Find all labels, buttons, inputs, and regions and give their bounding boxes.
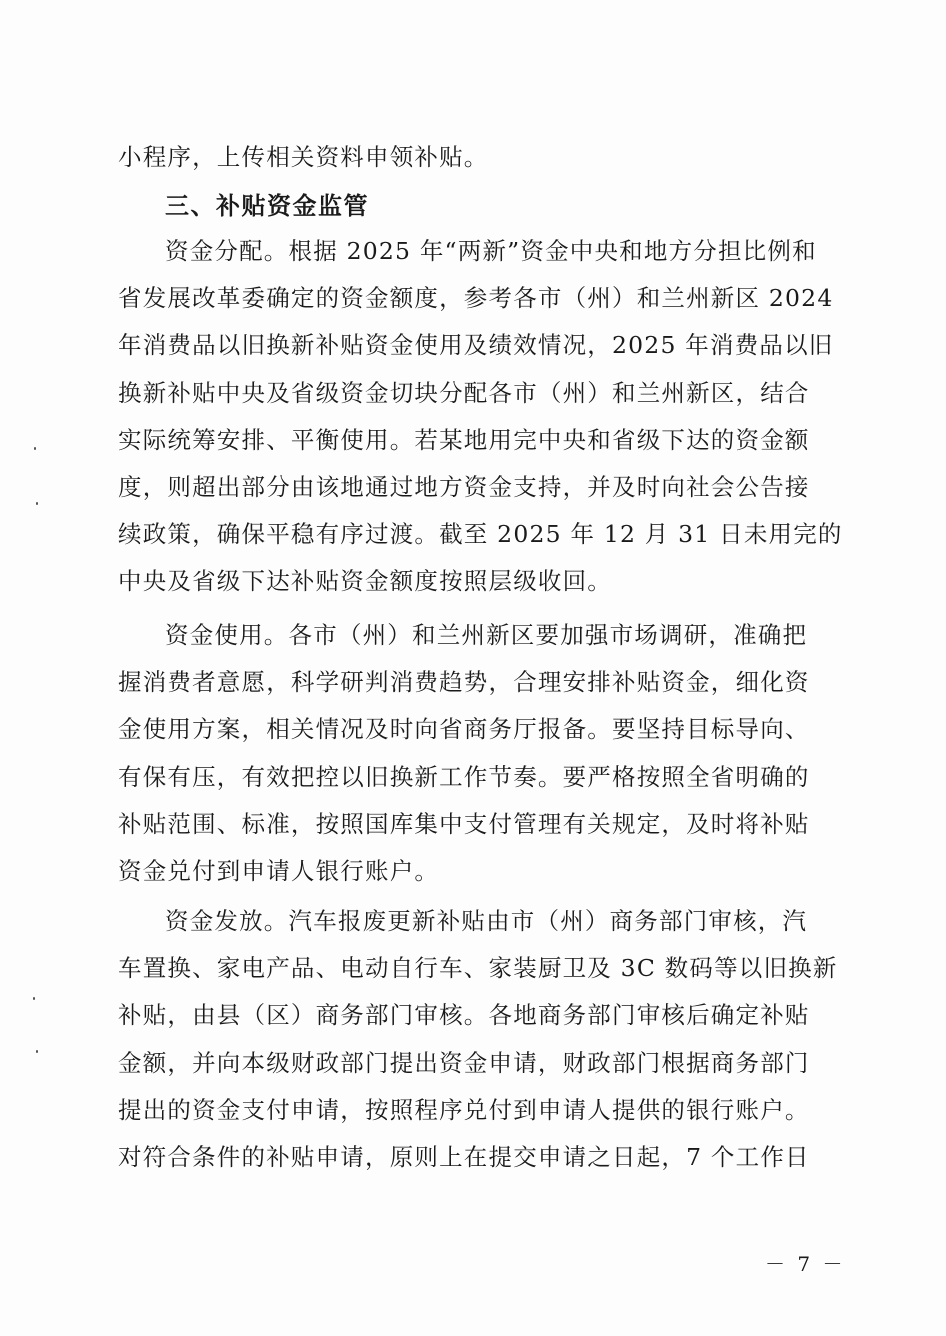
page-number: － 7 － — [765, 1252, 846, 1276]
paragraph-line: 金额，并向本级财政部门提出资金申请，财政部门根据商务部门 — [118, 1048, 810, 1077]
paragraph-line: 实际统筹安排、平衡使用。若某地用完中央和省级下达的资金额 — [118, 425, 810, 454]
paragraph-line: 资金分配。根据 2025 年“两新”资金中央和地方分担比例和 — [165, 237, 817, 265]
paragraph-line: 资金使用。各市（州）和兰州新区要加强市场调研，准确把 — [165, 621, 808, 649]
paragraph-line: 对符合条件的补贴申请，原则上在提交申请之日起，7 个工作日 — [118, 1142, 810, 1171]
paragraph-line: 补贴范围、标准，按照国库集中支付管理有关规定，及时将补贴 — [118, 809, 810, 838]
paragraph-fund-disbursement — [118, 898, 838, 1181]
paragraph-line: 度，则超出部分由该地通过地方资金支持，并及时向社会公告接 — [118, 472, 810, 501]
paragraph-line: 续政策，确保平稳有序过渡。截至 2025 年 12 月 31 日未用完的 — [118, 520, 843, 549]
paragraph-line: 资金兑付到申请人银行账户。 — [118, 856, 440, 885]
paragraph-line: 年消费品以旧换新补贴资金使用及绩效情况，2025 年消费品以旧 — [118, 331, 834, 360]
paragraph-line: 金使用方案，相关情况及时向省商务厅报备。要坚持目标导向、 — [118, 715, 810, 744]
paragraph-fund-usage — [118, 612, 814, 895]
section-heading: 三、补贴资金监管 — [165, 192, 369, 220]
intro-paragraph — [118, 134, 814, 181]
paragraph-line: 省发展改革委确定的资金额度，参考各市（州）和兰州新区 2024 — [118, 284, 834, 313]
paragraph-line: 车置换、家电产品、电动自行车、家装厨卫及 3C 数码等以旧换新 — [118, 954, 838, 983]
paragraph-line: 换新补贴中央及省级资金切块分配各市（州）和兰州新区，结合 — [118, 378, 810, 407]
scan-speck — [36, 1050, 38, 1053]
paragraph-line: 握消费者意愿，科学研判消费趋势，合理安排补贴资金，细化资 — [118, 668, 810, 697]
scan-speck — [33, 997, 35, 1000]
paragraph-line: 中央及省级下达补贴资金额度按照层级收回。 — [118, 567, 612, 596]
intro-line: 小程序，上传相关资料申领补贴。 — [118, 143, 489, 171]
paragraph-line: 提出的资金支付申请，按照程序兑付到申请人提供的银行账户。 — [118, 1095, 810, 1124]
paragraph-line: 有保有压，有效把控以旧换新工作节奏。要严格按照全省明确的 — [118, 762, 810, 791]
paragraph-fund-allocation — [118, 228, 843, 606]
paragraph-line: 资金发放。汽车报废更新补贴由市（州）商务部门审核，汽 — [165, 907, 808, 935]
paragraph-line: 补贴，由县（区）商务部门审核。各地商务部门审核后确定补贴 — [118, 1001, 810, 1030]
scan-speck — [34, 447, 36, 450]
scan-speck — [36, 502, 38, 505]
